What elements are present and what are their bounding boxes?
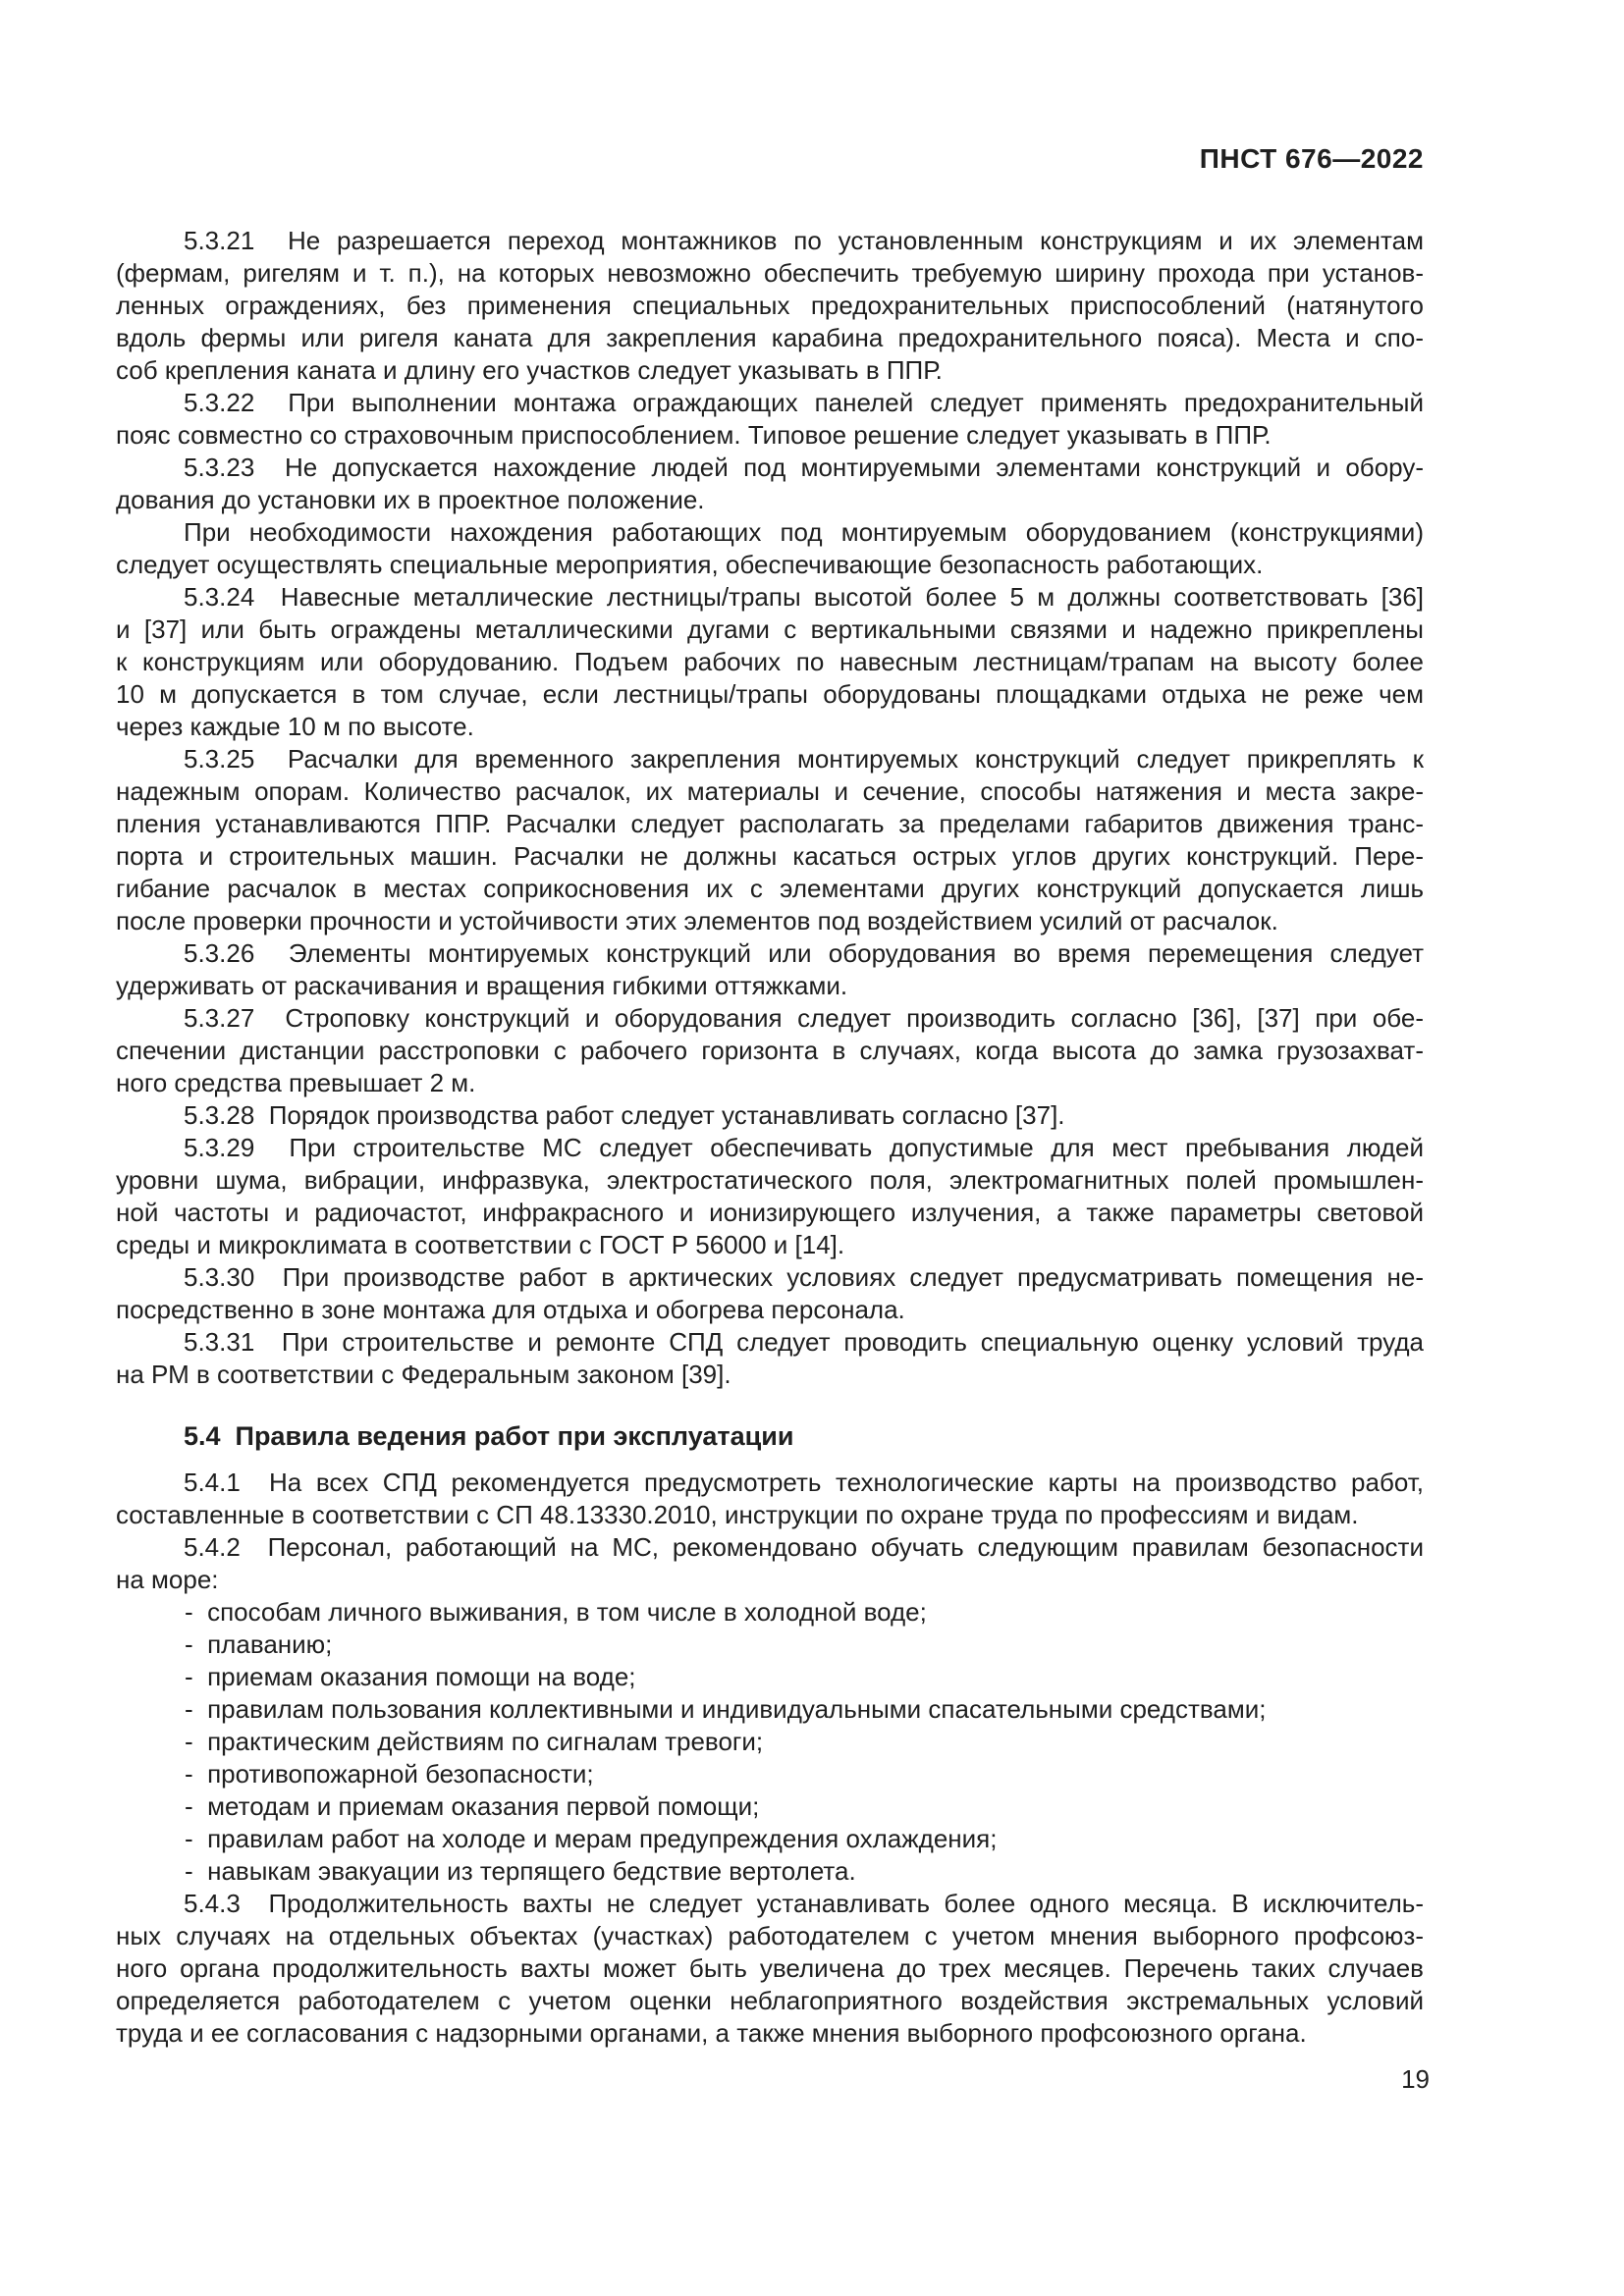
text-line: 5.3.31 При строительстве и ремонте СПД следует проводить специальную оценку условий труда [184, 1327, 1424, 1357]
paragraph [116, 1261, 1424, 1326]
list-item: - плаванию; [185, 1629, 333, 1659]
text-line: 5.4.2 Персонал, работающий на МС, рекомендовано обучать следующим правилам безопасности [184, 1532, 1424, 1562]
text-line: 5.3.24 Навесные металлические лестницы/трапы высотой более 5 м должны соответствовать [36] [184, 582, 1424, 612]
text-line: пояс совместно со страховочным приспособлением. Типовое решение следует указывать в ППР. [116, 420, 1272, 450]
list-item: - способам личного выживания, в том числе в холодной воде; [185, 1597, 927, 1627]
list-item: - методам и приемам оказания первой помощи; [185, 1791, 760, 1821]
text-line: уровни шума, вибрации, инфразвука, электростатического поля, электромагнитных полей промышлен- [116, 1165, 1424, 1195]
text-line: составленные в соответствии с СП 48.13330.2010, инструкции по охране труда по профессиям и видам. [116, 1500, 1359, 1529]
text-line: удерживать от раскачивания и вращения гибкими оттяжками. [116, 971, 848, 1000]
section-heading: 5.4 Правила ведения работ при эксплуатации [184, 1421, 794, 1451]
paragraph [116, 1002, 1424, 1099]
text-line: труда и ее согласования с надзорными органами, а также мнения выборного профсоюзного органа. [116, 2018, 1307, 2048]
text-line: ных случаях на отдельных объектах (участках) работодателем с учетом мнения выборного профсоюз- [116, 1921, 1424, 1950]
paragraph [116, 452, 1424, 516]
text-line: среды и микроклимата в соответствии с ГОСТ Р 56000 и [14]. [116, 1230, 845, 1259]
paragraph [116, 581, 1424, 743]
paragraph [116, 1326, 1424, 1391]
text-line: 5.4.1 На всех СПД рекомендуется предусмотреть технологические карты на производство работ, [184, 1468, 1424, 1497]
text-line: дования до установки их в проектное положение. [116, 485, 705, 514]
page-number: 19 [1401, 2064, 1430, 2094]
text-line: определяется работодателем с учетом оценки неблагоприятного воздействия экстремальных условий [116, 1986, 1424, 2015]
text-line: и [37] или быть ограждены металлическими дугами с вертикальными связями и надежно прикреплены [116, 614, 1424, 644]
text-line: 5.3.22 При выполнении монтажа ограждающих панелей следует применять предохранительный [184, 388, 1424, 417]
text-line: на РМ в соответствии с Федеральным законом [39]. [116, 1360, 731, 1389]
paragraph [116, 1132, 1424, 1261]
paragraph [116, 1531, 1424, 1596]
text-line: 10 м допускается в том случае, если лестницы/трапы оборудованы площадками отдыха не реже чем [116, 679, 1424, 709]
text-line: 5.3.23 Не допускается нахождение людей под монтируемыми элементами конструкций и обору- [184, 453, 1424, 482]
text-line: вдоль фермы или ригеля каната для закрепления карабина предохранительного пояса). Места и спо- [116, 323, 1424, 352]
text-line: 5.3.29 При строительстве МС следует обеспечивать допустимые для мест пребывания людей [184, 1133, 1424, 1162]
list-item: - навыкам эвакуации из терпящего бедствие вертолета. [185, 1856, 856, 1886]
text-line: порта и строительных машин. Расчалки не должны касаться острых углов других конструкций. Пере- [116, 841, 1424, 871]
text-line: 5.3.30 При производстве работ в арктических условиях следует предусматривать помещения не- [184, 1262, 1424, 1292]
text-line: соб крепления каната и длину его участков следует указывать в ППР. [116, 355, 943, 385]
text-line: спечении дистанции расстроповки с рабочего горизонта в случаях, когда высота до замка грузозахват- [116, 1036, 1424, 1065]
text-line: на море: [116, 1565, 219, 1594]
paragraph [116, 1888, 1424, 2050]
text-line: пления устанавливаются ППР. Расчалки следует располагать за пределами габаритов движения транс- [116, 809, 1424, 838]
text-line: через каждые 10 м по высоте. [116, 712, 474, 741]
text-line: ленных ограждениях, без применения специальных предохранительных приспособлений (натянутого [116, 291, 1424, 320]
text-line: следует осуществлять специальные мероприятия, обеспечивающие безопасность работающих. [116, 550, 1264, 579]
text-line: посредственно в зоне монтажа для отдыха и обогрева персонала. [116, 1295, 905, 1324]
text-line: 5.3.25 Расчалки для временного закрепления монтируемых конструкций следует прикреплять к [184, 744, 1424, 774]
page-footer [116, 2064, 1430, 2095]
standard-designation: ПНСТ 676—2022 [1199, 143, 1424, 174]
paragraph [116, 225, 1424, 387]
text-line: к конструкциям или оборудованию. Подъем рабочих по навесным лестницам/трапам на высоту более [116, 647, 1424, 676]
list-item: - противопожарной безопасности; [185, 1759, 594, 1789]
list-item: - правилам пользования коллективными и индивидуальными спасательными средствами; [185, 1694, 1267, 1724]
list-item: - приемам оказания помощи на воде; [185, 1662, 636, 1691]
text-line: ного органа продолжительность вахты может быть увеличена до трех месяцев. Перечень таких случаев [116, 1953, 1424, 1983]
text-line: ной частоты и радиочастот, инфракрасного и ионизирующего излучения, а также параметры световой [116, 1198, 1424, 1227]
text-line: ного средства превышает 2 м. [116, 1068, 476, 1097]
text-line: 5.3.26 Элементы монтируемых конструкций или оборудования во время перемещения следует [184, 938, 1424, 968]
page-header [116, 143, 1424, 175]
list-item: - правилам работ на холоде и мерам предупреждения охлаждения; [185, 1824, 998, 1853]
paragraph [116, 387, 1424, 452]
paragraph [116, 516, 1424, 581]
paragraph [116, 743, 1424, 937]
text-line: (фермам, ригелям и т. п.), на которых невозможно обеспечить требуемую ширину прохода при установ- [116, 258, 1424, 288]
document-body [116, 225, 1424, 2050]
text-line: 5.4.3 Продолжительность вахты не следует устанавливать более одного месяца. В исключитель- [184, 1889, 1424, 1918]
text-line: При необходимости нахождения работающих под монтируемым оборудованием (конструкциями) [184, 517, 1424, 547]
text-line: после проверки прочности и устойчивости этих элементов под воздействием усилий от расчалок. [116, 906, 1278, 935]
paragraph [116, 1467, 1424, 1531]
paragraph [116, 937, 1424, 1002]
text-line: гибание расчалок в местах соприкосновения их с элементами других конструкций допускается лишь [116, 874, 1424, 903]
text-line: надежным опорам. Количество расчалок, их материалы и сечение, способы натяжения и места закре- [116, 776, 1424, 806]
text-line: 5.3.27 Строповку конструкций и оборудования следует производить согласно [36], [37] при обе- [184, 1003, 1424, 1033]
text-line: 5.3.21 Не разрешается переход монтажников по установленным конструкциям и их элементам [184, 226, 1424, 255]
list-item: - практическим действиям по сигналам тревоги; [185, 1727, 764, 1756]
paragraph [116, 1099, 1424, 1132]
text-line: 5.3.28 Порядок производства работ следует устанавливать согласно [37]. [184, 1100, 1065, 1130]
